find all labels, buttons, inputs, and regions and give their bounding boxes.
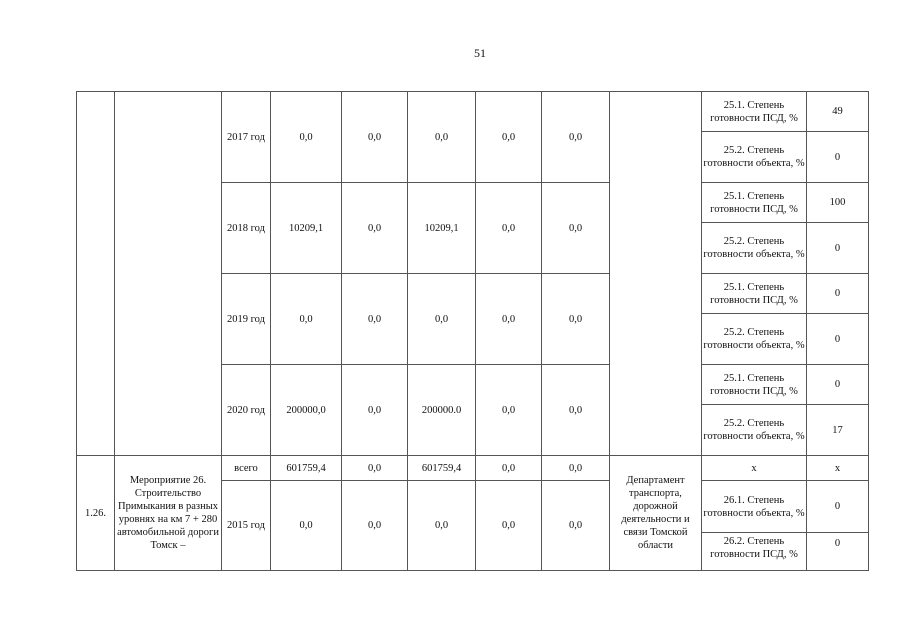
indicator-value: 0: [807, 274, 869, 314]
value-cell: 0,0: [476, 92, 542, 183]
indicator-value: 0: [807, 533, 869, 571]
value-cell: 0,0: [476, 365, 542, 456]
value-cell: 10209,1: [408, 183, 476, 274]
indicator-value: 17: [807, 405, 869, 456]
measure-number: 1.26.: [77, 456, 115, 571]
value-cell: 0,0: [476, 274, 542, 365]
page-number: 51: [474, 46, 486, 60]
number-cell-continued: [77, 92, 115, 456]
indicator-label: 25.1. Степень готовности ПСД, %: [702, 183, 807, 223]
value-cell: 0,0: [542, 456, 610, 481]
value-cell: 0,0: [542, 183, 610, 274]
value-cell: 200000.0: [408, 365, 476, 456]
indicator-value: 0: [807, 314, 869, 365]
value-cell: 0,0: [342, 274, 408, 365]
indicator-label: 25.1. Степень готовности ПСД, %: [702, 274, 807, 314]
value-cell: 200000,0: [271, 365, 342, 456]
value-cell: 0,0: [271, 92, 342, 183]
value-cell: 0,0: [342, 92, 408, 183]
measure-name: Мероприятие 26. Строительство Примыкания в разных уровнях на км 7 + 280 автомобильной дороги Томск –: [115, 456, 222, 571]
value-cell: 601759,4: [408, 456, 476, 481]
value-cell: 601759,4: [271, 456, 342, 481]
indicator-label: 26.1. Степень готовности объекта, %: [702, 481, 807, 533]
value-cell: 0,0: [542, 481, 610, 571]
executor-cell: Департамент транспорта, дорожной деятельности и связи Томской области: [610, 456, 702, 571]
budget-table: [76, 91, 869, 571]
indicator-value: 0: [807, 223, 869, 274]
period-cell: всего: [222, 456, 271, 481]
value-cell: 0,0: [542, 365, 610, 456]
value-cell: 0,0: [542, 92, 610, 183]
indicator-label: 25.1. Степень готовности ПСД, %: [702, 92, 807, 132]
indicator-value: 0: [807, 365, 869, 405]
year-cell: 2020 год: [222, 365, 271, 456]
value-cell: 0,0: [408, 481, 476, 571]
indicator-label: 25.2. Степень готовности объекта, %: [702, 405, 807, 456]
value-cell: 0,0: [342, 365, 408, 456]
indicator-value: 49: [807, 92, 869, 132]
indicator-value: 100: [807, 183, 869, 223]
value-cell: 0,0: [476, 183, 542, 274]
value-cell: 0,0: [342, 481, 408, 571]
indicator-value: x: [807, 456, 869, 481]
indicator-label: 25.1. Степень готовности ПСД, %: [702, 365, 807, 405]
value-cell: 0,0: [408, 274, 476, 365]
value-cell: 0,0: [408, 92, 476, 183]
value-cell: 0,0: [271, 481, 342, 571]
indicator-value: 0: [807, 132, 869, 183]
indicator-label: 26.2. Степень готовности ПСД, %: [702, 533, 807, 571]
value-cell: 10209,1: [271, 183, 342, 274]
value-cell: 0,0: [476, 456, 542, 481]
indicator-label: x: [702, 456, 807, 481]
year-cell: 2017 год: [222, 92, 271, 183]
indicator-label: 25.2. Степень готовности объекта, %: [702, 314, 807, 365]
year-cell: 2018 год: [222, 183, 271, 274]
executor-cell-continued: [610, 92, 702, 456]
value-cell: 0,0: [342, 183, 408, 274]
indicator-value: 0: [807, 481, 869, 533]
value-cell: 0,0: [542, 274, 610, 365]
name-cell-continued: [115, 92, 222, 456]
indicator-label: 25.2. Степень готовности объекта, %: [702, 223, 807, 274]
value-cell: 0,0: [476, 481, 542, 571]
value-cell: 0,0: [271, 274, 342, 365]
value-cell: 0,0: [342, 456, 408, 481]
indicator-label: 25.2. Степень готовности объекта, %: [702, 132, 807, 183]
year-cell: 2015 год: [222, 481, 271, 571]
year-cell: 2019 год: [222, 274, 271, 365]
